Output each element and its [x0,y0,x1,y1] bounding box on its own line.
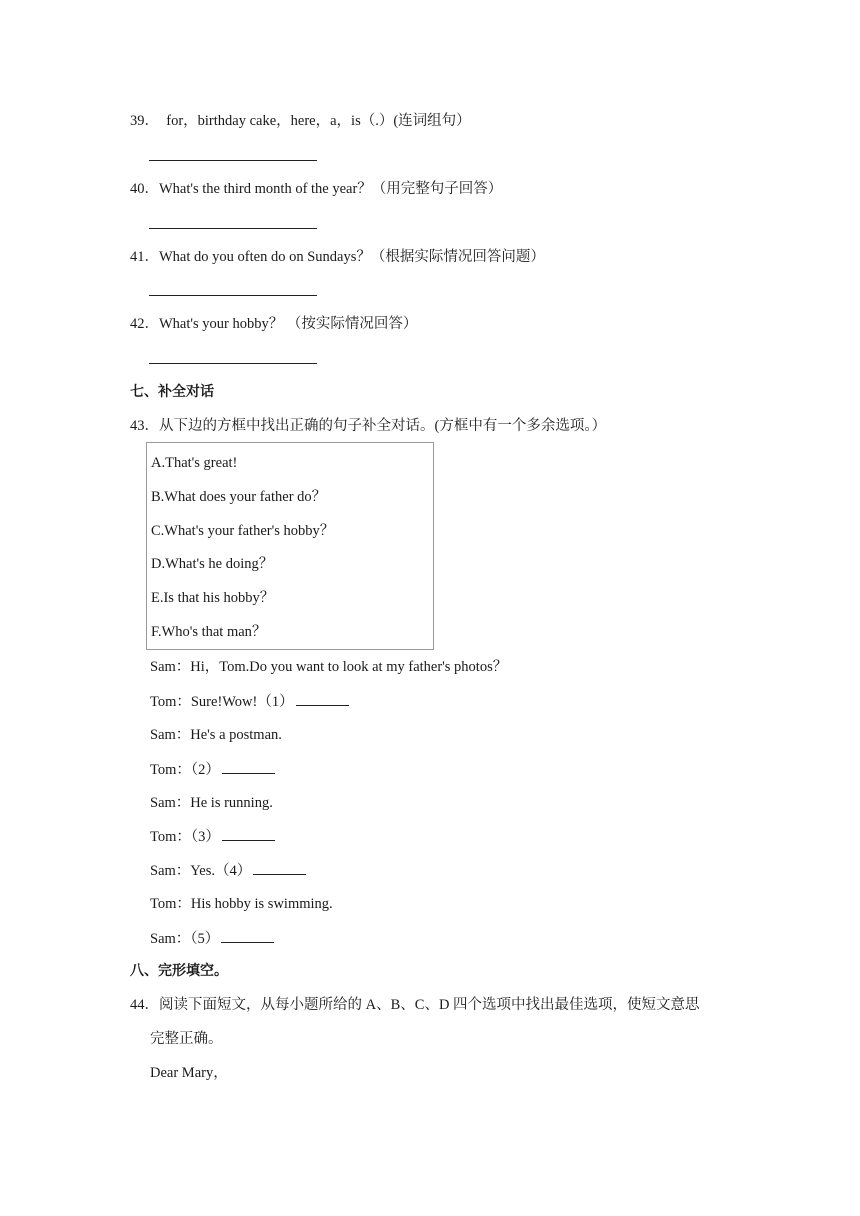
option-f: F.Who's that man？ [151,624,267,640]
dialogue-line-6 [150,827,275,846]
question-text: for，birthday cake，here，a，is（.）(连词组句） [166,113,471,129]
option-a: A.That's great! [151,455,238,471]
dialogue-line-1: Sam：Hi，Tom.Do you want to look at my father's photos？ [150,659,508,675]
answer-blank-4[interactable] [253,861,306,875]
question-number: 41． [130,249,159,265]
answer-blank-2[interactable] [222,760,275,774]
question-40 [130,180,502,198]
answer-line-40[interactable] [149,228,317,229]
question-39 [130,112,471,130]
option-b: B.What does your father do？ [151,489,327,505]
question-41 [130,248,545,266]
dialogue-line-8: Tom：His hobby is swimming. [150,896,333,912]
dialogue-text: Sam：Yes.（4） [150,863,252,879]
dialogue-text: Tom：（2） [150,762,220,778]
question-text: What's the third month of the year？（用完整句子回答） [159,181,503,197]
dialogue-line-4 [150,760,275,779]
question-44-line-2: 完整正确。 [150,1031,223,1047]
answer-blank-3[interactable] [222,827,275,841]
dialogue-line-5: Sam：He is running. [150,795,273,811]
option-d: D.What's he doing？ [151,556,274,572]
option-e: E.Is that his hobby？ [151,590,275,606]
question-text: What's your hobby？ （按实际情况回答） [159,316,418,332]
dialogue-text: Tom：（3） [150,829,220,845]
dialogue-line-2 [150,692,349,711]
answer-line-42[interactable] [149,363,317,364]
section-7-heading: 七、补全对话 [130,384,214,400]
dialogue-line-7 [150,861,306,880]
answer-line-39[interactable] [149,160,317,161]
dialogue-line-3: Sam：He's a postman. [150,727,282,743]
question-number: 39． [130,113,159,129]
answer-line-41[interactable] [149,295,317,296]
question-number: 42． [130,316,159,332]
letter-salutation: Dear Mary， [150,1065,228,1081]
question-43: 43．从下边的方框中找出正确的句子补全对话。(方框中有一个多余选项。） [130,418,607,434]
answer-blank-1[interactable] [296,692,349,706]
answer-blank-5[interactable] [221,929,274,943]
dialogue-text: Tom：Sure!Wow!（1） [150,694,294,710]
question-42 [130,315,417,333]
dialogue-text: Sam：（5） [150,931,220,947]
dialogue-line-9 [150,929,274,948]
option-c: C.What's your father's hobby？ [151,523,335,539]
question-44-line-1: 44．阅读下面短文，从每小题所给的 A、B、C、D 四个选项中找出最佳选项，使短文意思 [130,997,700,1013]
question-text: What do you often do on Sundays？（根据实际情况回答问题） [159,249,545,265]
question-number: 40． [130,181,159,197]
options-box [146,442,434,650]
section-8-heading: 八、完形填空。 [130,963,228,979]
